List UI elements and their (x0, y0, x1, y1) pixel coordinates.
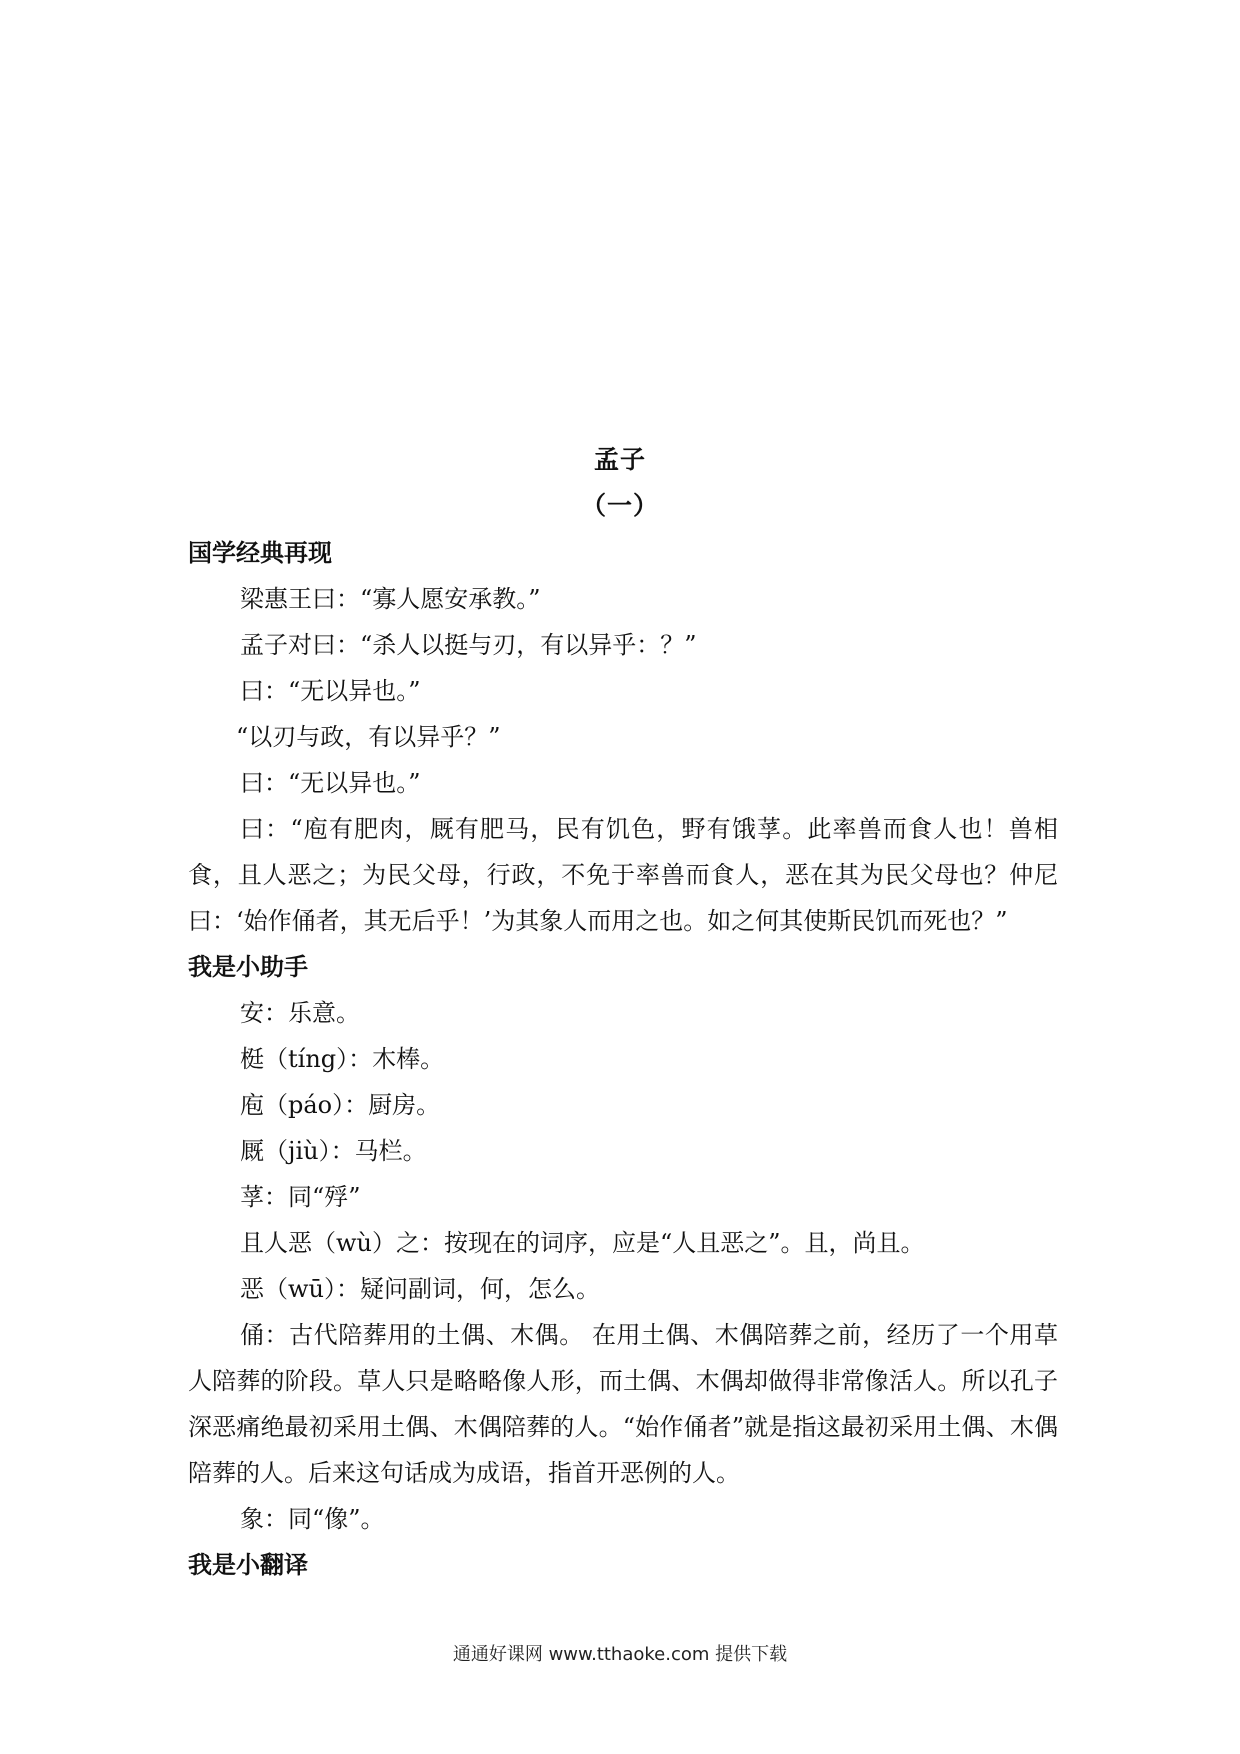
page-title: 孟子 (593, 445, 646, 474)
document-body (188, 530, 1058, 1588)
note-item: 象：同“像”。 (240, 1505, 385, 1533)
classic-line: 曰：“无以异也。” (240, 769, 421, 797)
note-item: 庖（páo）：厨房。 (240, 1091, 441, 1119)
note-item: 恶（wū）：疑问副词，何，怎么。 (240, 1275, 600, 1303)
note-item: 梃（tíng）：木棒。 (240, 1045, 445, 1073)
section-heading-helper: 我是小助手 (188, 952, 308, 981)
classic-line: 曰：“无以异也。” (240, 677, 421, 705)
note-item: 厩（jiù）：马栏。 (240, 1137, 427, 1165)
note-paragraph: 俑：古代陪葬用的土偶、木偶。 在用土偶、木偶陪葬之前，经历了一个用草人陪葬的阶段。草人只是略略像人形，而土偶、木偶却做得非常像活人。所以孔子深恶痛绝最初采用土偶、木偶陪葬的人。“始作俑者”就是指这最初采用土偶、木偶陪葬的人。后来这句话成为成语，指首开恶例的人。 (188, 1321, 1058, 1487)
classic-line: 梁惠王曰：“寡人愿安承教。” (240, 585, 541, 613)
note-item: 莩：同“殍” (240, 1183, 361, 1211)
classic-paragraph: 曰：“庖有肥肉，厩有肥马，民有饥色，野有饿莩。此率兽而食人也！兽相食，且人恶之；为民父母，行政，不免于率兽而食人，恶在其为民父母也？仲尼曰：‘始作俑者，其无后乎！’为其象人而用之也。如之何其使斯民饥而死也？” (188, 815, 1058, 935)
page-subtitle: （一） (580, 491, 659, 520)
classic-line: 孟子对曰：“杀人以挺与刃，有以异乎：？” (240, 631, 697, 659)
classic-line: “以刃与政，有以异乎？” (236, 723, 501, 751)
note-item: 安：乐意。 (240, 999, 360, 1027)
note-item: 且人恶（wù）之：按现在的词序，应是“人且恶之”。且，尚且。 (240, 1229, 925, 1257)
section-heading-classic: 国学经典再现 (188, 538, 332, 567)
section-heading-translate: 我是小翻译 (188, 1550, 308, 1579)
page-footer: 通通好课网 www.tthaoke.com 提供下载 (452, 1644, 788, 1665)
